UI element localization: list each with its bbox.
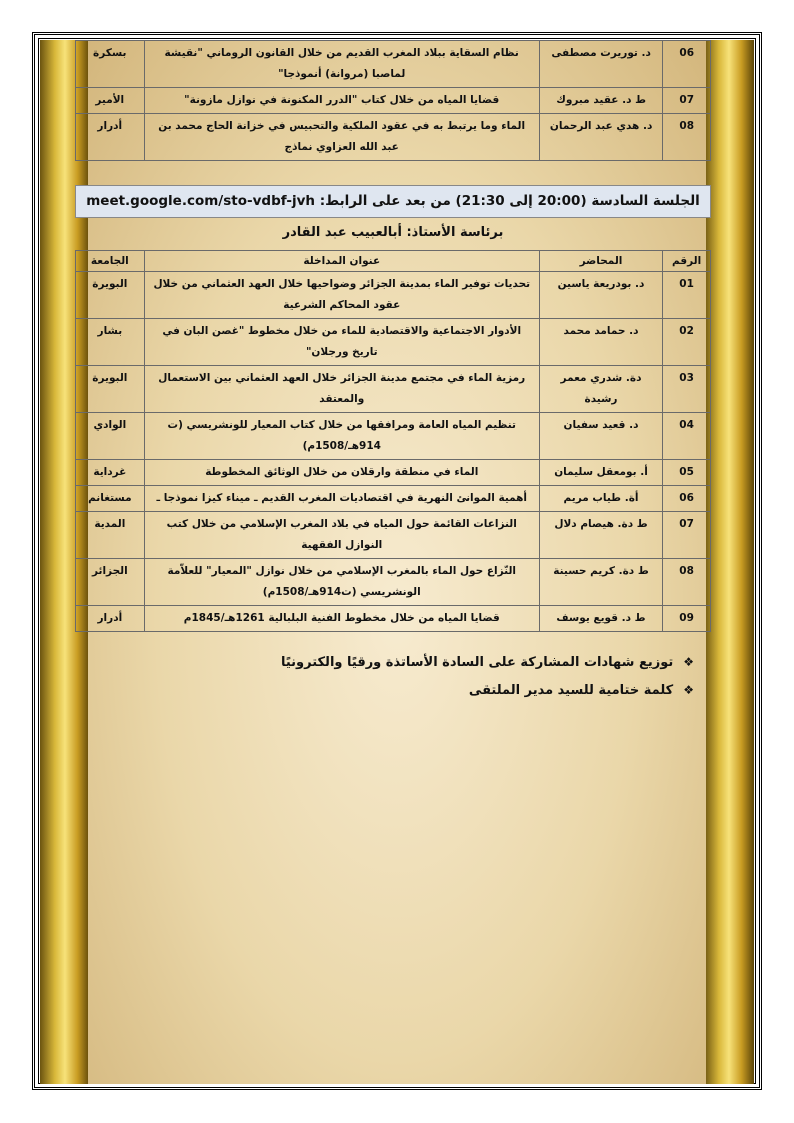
- row-speaker: أ. بومعقل سليمان: [539, 460, 662, 486]
- row-speaker: ط د. عقيد مبروك: [539, 88, 663, 114]
- table-row: [76, 606, 711, 632]
- table-row: [76, 559, 711, 606]
- row-title: نظام السقاية ببلاد المغرب القديم من خلال القانون الروماني "نقيشة لماصبا (مروانة) أنموذجا": [144, 41, 539, 88]
- row-number: 06: [663, 486, 711, 512]
- diamond-bullet-icon: ❖: [683, 655, 694, 669]
- table-row: [76, 413, 711, 460]
- row-university: مستغانم: [76, 486, 145, 512]
- table-row: [76, 486, 711, 512]
- row-title: النزاعات القائمة حول المياه في بلاد المغرب الإسلامي من خلال كتب النوازل الفقهية: [144, 512, 539, 559]
- previous-session-table: [75, 40, 711, 161]
- row-university: أدرار: [76, 606, 145, 632]
- row-number: 02: [663, 319, 711, 366]
- row-speaker: د. بودريعة ياسين: [539, 272, 662, 319]
- row-speaker: ط دة. هيصام دلال: [539, 512, 662, 559]
- closing-text: كلمة ختامية للسيد مدير الملتقى: [468, 683, 674, 698]
- row-title: تحديات توفير الماء بمدينة الجزائر وضواحيها خلال العهد العثماني من خلال عقود المحاكم الشرعية: [144, 272, 539, 319]
- row-number: 04: [663, 413, 711, 460]
- header-num: الرقم: [663, 251, 711, 272]
- session-six-table: [75, 250, 711, 632]
- row-number: 03: [663, 366, 711, 413]
- row-title: قضايا المياه من خلال مخطوط الفنية البلبالية 1261هـ/1845م: [144, 606, 539, 632]
- row-number: 07: [663, 512, 711, 559]
- row-speaker: ط دة. كريم حسينة: [539, 559, 662, 606]
- row-university: البويرة: [76, 366, 145, 413]
- row-title: النّزاع حول الماء بالمغرب الإسلامي من خلال نوازل "المعيار" للعلاّمة الونشريسي (ت914هـ/1508م): [144, 559, 539, 606]
- row-title: رمزية الماء في مجتمع مدينة الجزائر خلال العهد العثماني بين الاستعمال والمعتقد: [144, 366, 539, 413]
- table-row: [76, 272, 711, 319]
- closing-item-2: [469, 683, 694, 698]
- row-university: الوادي: [76, 413, 145, 460]
- row-number: 08: [663, 559, 711, 606]
- row-number: 07: [663, 88, 711, 114]
- diamond-bullet-icon: ❖: [683, 683, 694, 697]
- row-speaker: أة. طياب مريم: [539, 486, 662, 512]
- table-row: [76, 512, 711, 559]
- table-row: [76, 114, 711, 161]
- row-title: تنظيم المياه العامة ومرافقها من خلال كتاب المعيار للونشريسي (ت 914هـ/1508م): [144, 413, 539, 460]
- table-row: [76, 41, 711, 88]
- row-title: الماء في منطقة وارقلان من خلال الوثائق المخطوطة: [144, 460, 539, 486]
- row-speaker: د. هدي عبد الرحمان: [539, 114, 663, 161]
- header-title: عنوان المداخلة: [144, 251, 539, 272]
- row-university: البويرة: [76, 272, 145, 319]
- row-title: قضايا المياه من خلال كتاب "الدرر المكنونة في نوازل مازونة": [144, 88, 539, 114]
- header-speaker: المحاضر: [539, 251, 662, 272]
- row-number: 09: [663, 606, 711, 632]
- row-title: الماء وما يرتبط به في عقود الملكية والتحبيس في خزانة الحاج محمد بن عبد الله العزاوي نماذج: [144, 114, 539, 161]
- row-university: بشار: [76, 319, 145, 366]
- closing-item-1: [281, 655, 694, 670]
- row-speaker: د. حمامد محمد: [539, 319, 662, 366]
- table-row: [76, 319, 711, 366]
- row-university: الجزائر: [76, 559, 145, 606]
- row-number: 05: [663, 460, 711, 486]
- closing-text: توزيع شهادات المشاركة على السادة الأساتذة ورقيًا والكترونيًا: [280, 655, 674, 670]
- row-number: 08: [663, 114, 711, 161]
- row-speaker: د. قعيد سفيان: [539, 413, 662, 460]
- row-number: 01: [663, 272, 711, 319]
- row-title: الأدوار الاجتماعية والاقتصادية للماء من خلال مخطوط "غصن البان في تاريخ ورجلان": [144, 319, 539, 366]
- row-university: أدرار: [76, 114, 145, 161]
- row-university: بسكرة: [76, 41, 145, 88]
- table-row: [76, 88, 711, 114]
- row-title: أهمية الموانئ النهرية في اقتصاديات المغرب القديم ـ ميناء كيزا نموذجا ـ: [144, 486, 539, 512]
- row-number: 06: [663, 41, 711, 88]
- table-row: [76, 366, 711, 413]
- row-speaker: دة. شدري معمر رشيدة: [539, 366, 662, 413]
- row-university: الأمير: [76, 88, 145, 114]
- table-header-row: [76, 251, 711, 272]
- session-heading: الجلسة السادسة (20:00 إلى 21:30) من بعد على الرابط: meet.google.com/sto-vdbf-jvh: [75, 185, 711, 218]
- scroll-rod-right: [704, 40, 754, 1084]
- row-speaker: د. توريرت مصطفى: [539, 41, 663, 88]
- row-speaker: ط د. قويع يوسف: [539, 606, 662, 632]
- header-university: الجامعة: [76, 251, 145, 272]
- table-row: [76, 460, 711, 486]
- row-university: غرداية: [76, 460, 145, 486]
- row-university: المدية: [76, 512, 145, 559]
- session-chair: برئاسة الأستاذ: أبالعبيب عبد القادر: [282, 225, 504, 240]
